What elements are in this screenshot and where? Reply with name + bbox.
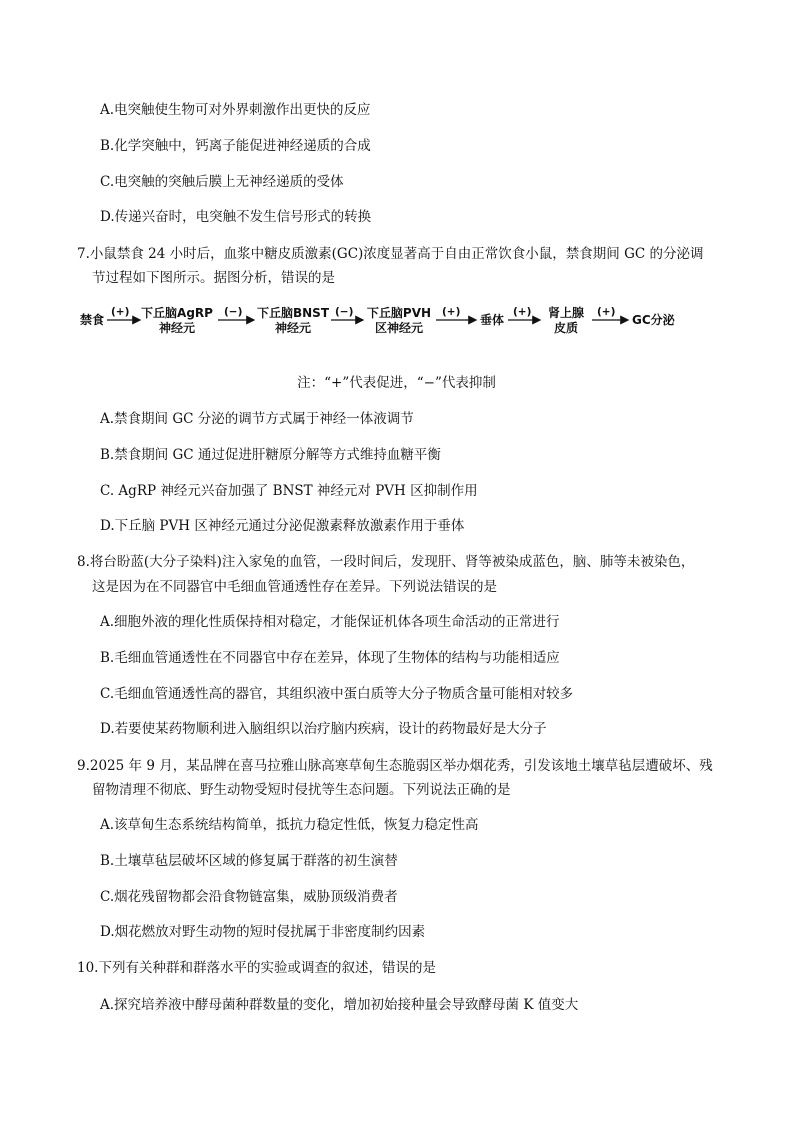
q7-option-d: D.下丘脑 PVH 区神经元通过分泌促激素释放激素作用于垂体 <box>100 518 465 534</box>
q9-option-d: D.烟花燃放对野生动物的短时侵扰属于非密度制约因素 <box>100 924 426 940</box>
flow-sign-5: (+) <box>513 306 532 318</box>
flow-node-bnst-line2: 神经元 <box>274 321 312 335</box>
q7-option-b: B.禁食期间 GC 通过促进肝糖原分解等方式维持血糖平衡 <box>100 447 441 463</box>
flow-node-pvh-line2: 区神经元 <box>374 321 424 335</box>
q9-option-a: A.该草甸生态系统结构简单，抵抗力稳定性低，恢复力稳定性高 <box>100 817 479 833</box>
q8-option-d: D.若要使某药物顺利进入脑组织以治疗脑内疾病，设计的药物最好是大分子 <box>100 721 547 737</box>
flow-start-fasting: 禁食 <box>80 313 105 327</box>
q9-stem-line1: 9.2025 年 9 月，某品牌在喜马拉雅山脉高寒草甸生态脆弱区举办烟花秀，引发该地土壤草毡层遭破坏、残 <box>77 758 713 774</box>
q8-stem-line2: 这是因为在不同器官中毛细血管通透性存在差异。下列说法错误的是 <box>92 579 497 595</box>
gc-regulation-flow-diagram <box>0 302 793 342</box>
q9-stem-line2: 留物清理不彻底、野生动物受短时侵扰等生态问题。下列说法正确的是 <box>92 782 511 798</box>
flow-node-adrenal-line2: 皮质 <box>553 321 579 335</box>
q9-option-c: C.烟花残留物都会沿食物链富集，威胁顶级消费者 <box>100 889 398 905</box>
flow-sign-4: (+) <box>442 306 461 318</box>
q6-option-a: A.电突触使生物可对外界刺激作出更快的反应 <box>100 102 371 118</box>
q9-option-b: B.土壤草毡层破坏区域的修复属于群落的初生演替 <box>100 853 398 869</box>
q6-option-b: B.化学突触中，钙离子能促进神经递质的合成 <box>100 138 371 154</box>
q8-option-b: B.毛细血管通透性在不同器官中存在差异，体现了生物体的结构与功能相适应 <box>100 650 560 666</box>
q8-option-a: A.细胞外液的理化性质保持相对稳定，才能保证机体各项生命活动的正常进行 <box>100 614 560 630</box>
q6-option-d: D.传递兴奋时，电突触不发生信号形式的转换 <box>100 209 372 225</box>
q10-stem: 10.下列有关种群和群落水平的实验或调查的叙述，错误的是 <box>77 960 436 976</box>
flow-sign-1: (+) <box>111 306 130 318</box>
q7-option-c: C. AgRP 神经元兴奋加强了 BNST 神经元对 PVH 区抑制作用 <box>100 483 478 499</box>
q7-stem-line2: 节过程如下图所示。据图分析，错误的是 <box>92 270 335 286</box>
q7-diagram-note: 注：“+”代表促进，“−”代表抑制 <box>297 375 496 391</box>
flow-node-adrenal-line1: 肾上腺 <box>547 306 585 320</box>
flow-node-agrp-line2: 神经元 <box>158 321 196 335</box>
q10-option-a: A.探究培养液中酵母菌种群数量的变化，增加初始接种量会导致酵母菌 K 值变大 <box>100 997 579 1013</box>
flow-node-pvh-line1: 下丘脑PVH <box>366 306 432 320</box>
q8-stem-line1: 8.将台盼蓝(大分子染料)注入家兔的血管，一段时间后，发现肝、肾等被染成蓝色，脑、肺等未被染色， <box>77 554 695 570</box>
q7-stem-line1: 7.小鼠禁食 24 小时后，血浆中糖皮质激素(GC)浓度显著高于自由正常饮食小鼠，禁食期间 GC 的分泌调 <box>77 246 704 262</box>
flow-sign-3: (−) <box>335 306 354 318</box>
flow-sign-6: (+) <box>597 306 616 318</box>
flow-node-agrp-line1: 下丘脑AgRP <box>141 306 213 320</box>
q7-option-a: A.禁食期间 GC 分泌的调节方式属于神经一体液调节 <box>100 411 414 427</box>
q6-option-c: C.电突触的突触后膜上无神经递质的受体 <box>100 174 344 190</box>
flow-sign-2: (−) <box>224 306 243 318</box>
q8-option-c: C.毛细血管通透性高的器官，其组织液中蛋白质等大分子物质含量可能相对较多 <box>100 686 574 702</box>
flow-node-pituitary: 垂体 <box>480 313 505 327</box>
flow-node-gc-secretion: GC分泌 <box>632 313 675 327</box>
flow-node-bnst-line1: 下丘脑BNST <box>256 306 330 320</box>
